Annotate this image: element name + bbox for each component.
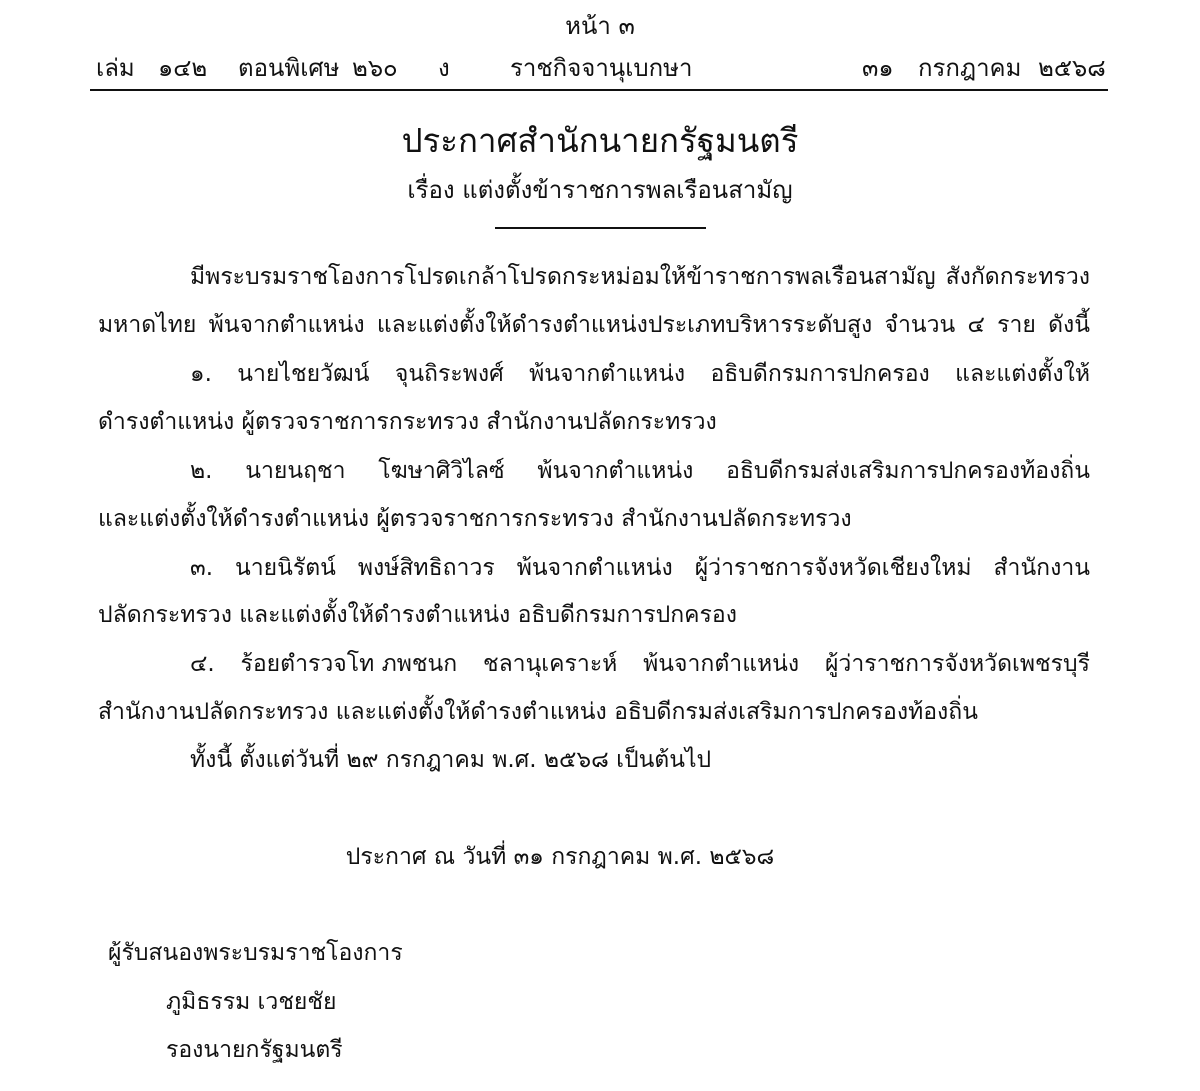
item-segment: พ้นจากตำแหน่ง — [529, 361, 686, 387]
issue-number: ๒๖๐ — [352, 54, 398, 82]
item-segment: สำนักงาน — [993, 555, 1090, 581]
appointment-item-1 — [190, 363, 1090, 386]
announcement-date: ประกาศ ณ วันที่ ๓๑ กรกฎาคม พ.ศ. ๒๕๖๘ — [345, 844, 775, 870]
appointee-surname: จุนถิระพงศ์ — [394, 361, 504, 387]
header-date-day: ๓๑ — [862, 54, 894, 82]
intro-segment: ราย — [997, 312, 1036, 338]
appointment-item-4 — [190, 653, 1090, 676]
publication-name: ราชกิจจานุเบกษา — [510, 54, 693, 82]
appointment-item-3-continuation: ปลัดกระทรวง และแต่งตั้งให้ดำรงตำแหน่ง อธิบดีกรมการปกครอง — [98, 602, 737, 628]
intro-segment: ๔ — [967, 312, 985, 338]
intro-segment: จำนวน — [884, 312, 956, 338]
appointee-name: ร้อยตำรวจโท ภพชนก — [240, 651, 458, 677]
volume-number: ๑๔๒ — [158, 54, 208, 82]
item-segment: ผู้ว่าราชการจังหวัดเชียงใหม่ — [694, 555, 972, 581]
item-segment: พ้นจากตำแหน่ง — [537, 458, 694, 484]
item-segment: พ้นจากตำแหน่ง — [516, 555, 673, 581]
appointee-surname: พงษ์สิทธิถาวร — [357, 555, 495, 581]
intro-segment: มหาดไทย — [98, 312, 197, 338]
intro-segment: มีพระบรมราชโองการโปรดเกล้าโปรดกระหม่อมให้ข้าราชการพลเรือนสามัญ — [190, 264, 936, 290]
intro-segment: พ้นจากตำแหน่ง — [208, 312, 365, 338]
item-number: ๓. — [190, 555, 214, 581]
item-segment: และแต่งตั้งให้ — [955, 361, 1090, 387]
appointee-surname: ชลานุเคราะห์ — [482, 651, 618, 677]
intro-segment: และแต่งตั้งให้ดำรงตำแหน่งประเภทบริหารระดับสูง — [376, 312, 873, 338]
appointment-item-2 — [190, 460, 1090, 483]
header-date-year: ๒๕๖๘ — [1038, 54, 1106, 82]
intro-line-1 — [190, 266, 1090, 289]
item-number: ๔. — [190, 651, 215, 677]
appointment-item-4-continuation: สำนักงานปลัดกระทรวง และแต่งตั้งให้ดำรงตำแหน่ง อธิบดีกรมส่งเสริมการปกครองท้องถิ่น — [98, 699, 978, 725]
item-segment: อธิบดีกรมส่งเสริมการปกครองท้องถิ่น — [726, 458, 1090, 484]
item-number: ๑. — [190, 361, 212, 387]
page-number: หน้า ๓ — [565, 12, 635, 40]
intro-segment: ดังนี้ — [1048, 312, 1090, 338]
appointee-name: นายไชยวัฒน์ — [237, 361, 370, 387]
appointee-name: นายนฤชา — [245, 458, 346, 484]
item-segment: ผู้ว่าราชการจังหวัดเพชรบุรี — [824, 651, 1090, 677]
appointment-item-2-continuation: และแต่งตั้งให้ดำรงตำแหน่ง ผู้ตรวจราชการกระทรวง สำนักงานปลัดกระทรวง — [98, 506, 852, 532]
signatory-name: ภูมิธรรม เวชยชัย — [166, 989, 337, 1015]
appointment-item-3 — [190, 557, 1090, 580]
intro-line-2 — [98, 314, 1090, 337]
item-segment: อธิบดีกรมการปกครอง — [710, 361, 930, 387]
title-rule — [495, 227, 706, 229]
issue-label: ตอนพิเศษ — [238, 54, 340, 82]
item-number: ๒. — [190, 458, 213, 484]
volume-label: เล่ม — [96, 54, 135, 82]
item-segment: พ้นจากตำแหน่ง — [643, 651, 800, 677]
header-rule — [90, 89, 1108, 91]
document-subject: เรื่อง แต่งตั้งข้าราชการพลเรือนสามัญ — [407, 176, 793, 204]
document-title: ประกาศสำนักนายกรัฐมนตรี — [401, 121, 799, 160]
countersign-label: ผู้รับสนองพระบรมราชโองการ — [108, 940, 403, 966]
signatory-position: รองนายกรัฐมนตรี — [166, 1037, 343, 1063]
effective-date-statement: ทั้งนี้ ตั้งแต่วันที่ ๒๙ กรกฎาคม พ.ศ. ๒๕๖๘ เป็นต้นไป — [190, 747, 712, 773]
intro-segment: สังกัดกระทรวง — [945, 264, 1090, 290]
header-date-month: กรกฎาคม — [918, 54, 1022, 82]
appointment-item-1-continuation: ดำรงตำแหน่ง ผู้ตรวจราชการกระทรวง สำนักงานปลัดกระทรวง — [98, 409, 717, 435]
issue-section: ง — [438, 54, 450, 82]
appointee-surname: โฆษาศิวิไลซ์ — [378, 458, 505, 484]
appointee-name: นายนิรัตน์ — [235, 555, 336, 581]
